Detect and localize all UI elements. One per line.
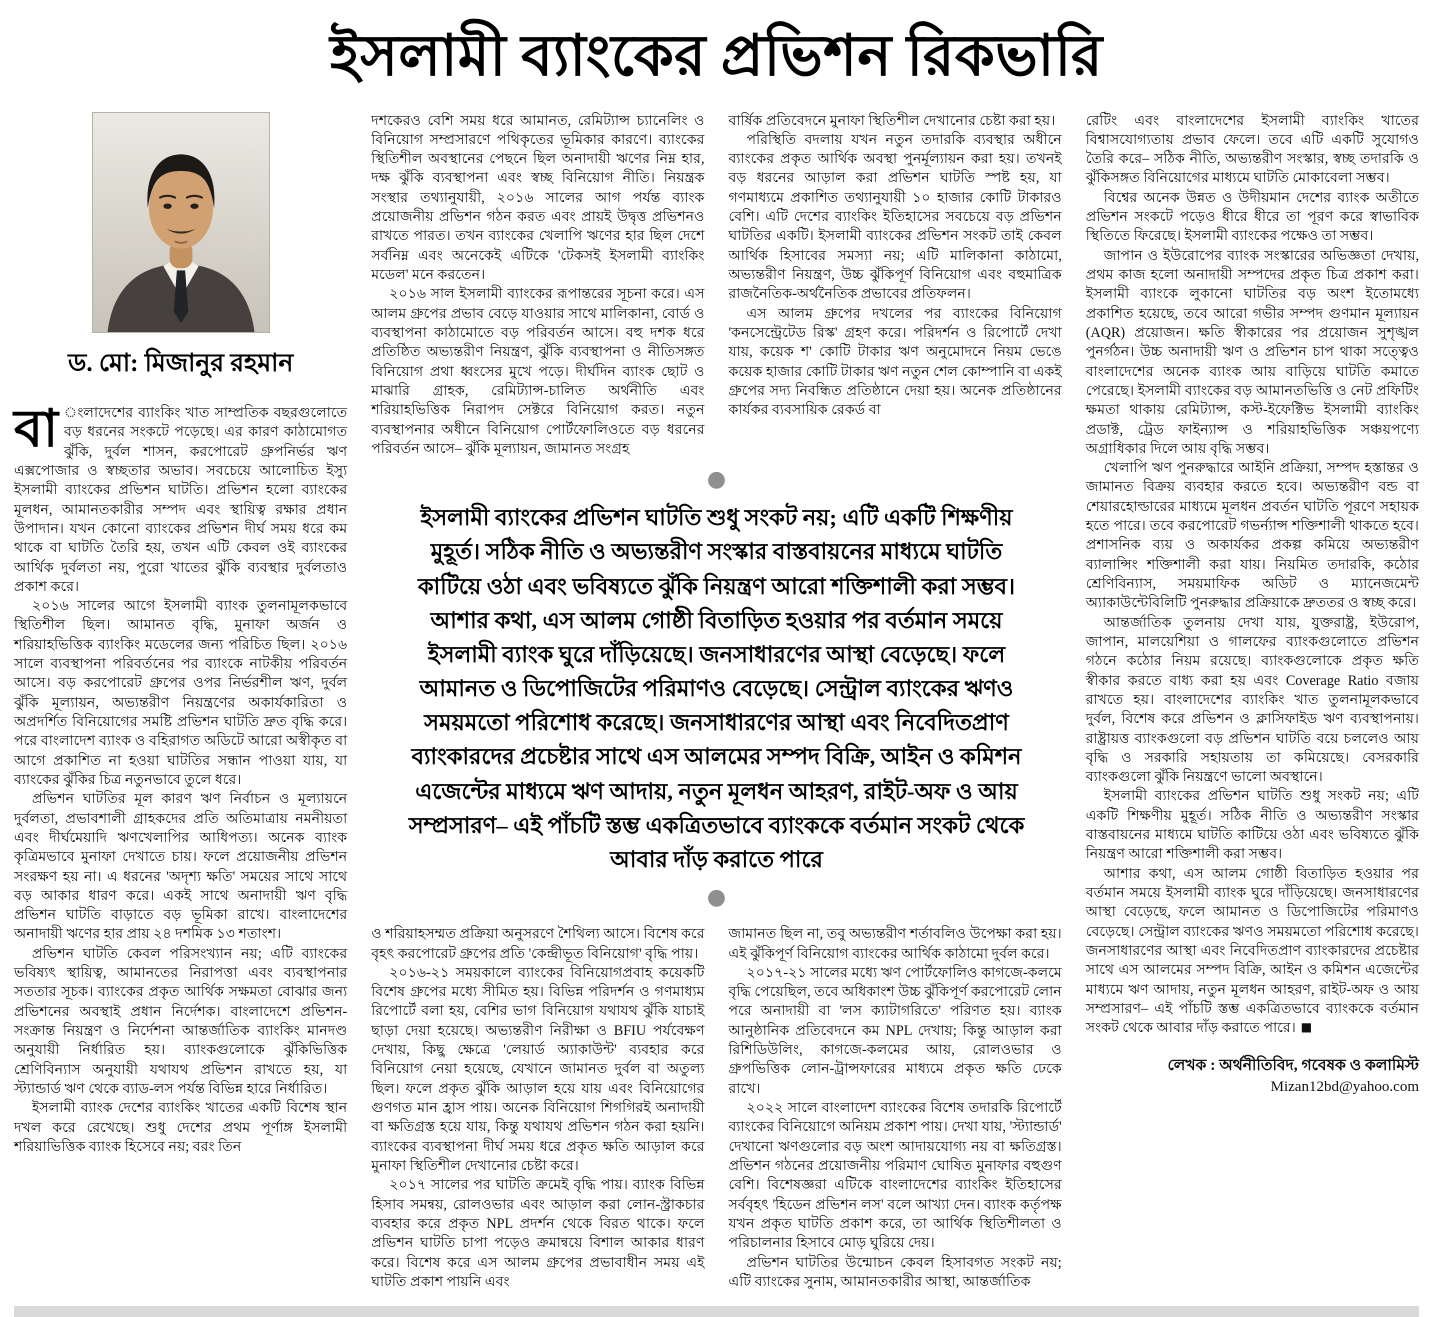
article-paragraph: ২০১৬ সাল ইসলামী ব্যাংকের রূপান্তরের সূচনা করে। এস আলম গ্রুপের প্রভাব বেড়ে যাওয়ার সাথে মালিকানা, বোর্ড ও ব্যবস্থাপনা কাঠামোতে বড় পরিবর্তন আসে। বহু দশক ধরে প্রতিষ্ঠিত অভ্যন্তরীণ নিয়ন্ত্রণ, ঝুঁকি ব্যবস্থাপনা ও নীতিসঙ্গত বিনিয়োগ প্রথা ধ্বংসের মুখে পড়ে। দীর্ঘদিন ব্যাংক ছোট ও মাঝারি গ্রাহক, রেমিট্যান্স-চালিত অর্থনীতি এবং শরিয়াহভিত্তিক নিরাপদ সেক্টরে বিনিয়োগ করত। নতুন ব্যবস্থাপনার অধীনে বিনিয়োগ পোর্টফোলিওতে বড় ধরনের পরিবর্তন আসে– ঝুঁকি মূল্যায়ন, জামানত সংগ্রহ [371,286,705,457]
column-4 [1086,112,1419,1096]
article-paragraph: প্রভিশন ঘাটতির উন্মোচন কেবল হিসাবগত সংকট নয়; এটি ব্যাংকের সুনাম, আমানতকারীর আস্থা, আন্তর্জাতিক [728,1254,1062,1290]
paragraph-text: আশার কথা, এস আলম গোষ্ঠী বিতাড়িত হওয়ার পর বর্তমান সময়ে ইসলামী ব্যাংক ঘুরে দাঁড়িয়েছে। জনসাধারণের আস্থা বেড়েছে, ফলে আমানত ও ডিপোজিটের পরিমাণও বেড়েছে। সেন্ট্রাল ব্যাংকের ঋণও সময়মতো পরিশোধ করেছে। জনসাধারণের আস্থা এবং নিবেদিতপ্রাণ ব্যাংকারদের প্রচেষ্টার সাথে এস আলমের সম্পদ বিক্রি, আইন ও কমিশন এজেন্টের মাধ্যমে ঋণ আদায়, নতুন মূলধন আহরণ, রাইট-অফ ও আয় সম্প্রসারণ– এই পাঁচটি স্তম্ভ একত্রিতভাবে ব্যাংককে বর্তমান সংকট থেকে আবার দাঁড় করাতে পারে। [1085,865,1419,1037]
end-of-article-icon: ■ [1300,1020,1313,1035]
article-paragraph: প্রভিশন ঘাটতির মূল কারণ ঋণ নির্বাচন ও মূল্যায়নে দুর্বলতা, প্রভাবশালী গ্রাহকদের প্রতি অতিমাত্রায় নমনীয়তা এবং দীর্ঘমেয়াদি ঋণখেলাপির আধিপত্য। অনেক ব্যাংক কৃত্রিমভাবে মুনাফা দেখাতে চায়। ফলে প্রয়োজনীয় প্রভিশন সংরক্ষণ হয় না। এ ধরনের 'অদৃশ্য ক্ষতি' সময়ের সাথে সাথে বড় আকার ধারণ করে। একই সাথে অনাদায়ী ঋণ বৃদ্ধি প্রভিশন ঘাটতি বাড়াতে বড় ভূমিকা রাখে। বাংলাদেশের অনাদায়ী ঋণের হার প্রায় ২৪ দশমিক ১৩ শতাংশ। [14,791,348,943]
article-paragraph: ও শরিয়াহসম্মত প্রক্রিয়া অনুসরণে শৈথিল্য আসে। বিশেষ করে বৃহৎ করপোরেট গ্রুপের প্রতি 'কেন্দ্রীভূত বিনিয়োগ' বৃদ্ধি পায়। [371,926,705,962]
article-paragraph: আন্তর্জাতিক তুলনায় দেখা যায়, যুক্তরাষ্ট্র, ইউরোপ, জাপান, মালয়েশিয়া ও গালফের ব্যাংকগুলোতে প্রভিশন গঠনে কঠোর নিয়ম রয়েছে। ব্যাংকগুলোকে প্রকৃত ক্ষতি স্বীকার করতে বাধ্য করা হয় এবং Coverage Ratio বজায় রাখতে হয়। বাংলাদেশের ব্যাংকিং খাত তুলনামূলকভাবে দুর্বল, বিশেষ করে প্রভিশন ও ক্লাসিফাইড ঋণ ব্যবস্থাপনায়। রাষ্ট্রায়ত্ত ব্যাংকগুলো বড় প্রভিশন ঘাটতি বয়ে চললেও আয় বৃদ্ধি ও সরকারি সহায়তায় তা কমিয়েছে। বেসরকারি ব্যাংকগুলো ঝুঁকি নিয়ন্ত্রণে ভালো অবস্থানে। [1085,614,1419,786]
article-paragraph: ২০১৬-২১ সময়কালে ব্যাংকের বিনিয়োগপ্রবাহ কয়েকটি বিশেষ গ্রুপের মধ্যে সীমিত হয়। বিভিন্ন পরিদর্শন ও গণমাধ্যম রিপোর্টে বলা হয়, বেশির ভাগ বিনিয়োগ যথাযথ ঝুঁকি যাচাই ছাড়া দেয়া হয়েছে। অভ্যন্তরীণ নিরীক্ষা ও BFIU পর্যবেক্ষণ দেখায়, কিছু ক্ষেত্রে 'লেয়ার্ড অ্যাকাউন্ট' ব্যবহার করে বিনিয়োগ নেয়া হয়েছে, যেখানে জামানত দুর্বল বা অতুল্য ছিল। ফলে প্রকৃত ঝুঁকি আড়াল হয়ে যায় এবং বিনিয়োগের গুণগত মান হ্রাস পায়। অনেক বিনিয়োগ শিগগিরই অনাদায়ী বা ক্ষতিগ্রস্ত হয়ে যায়, কিন্তু যথাযথ প্রভিশন গঠন করা হয়নি। ব্যাংকের ব্যবস্থাপনা দীর্ঘ সময় ধরে প্রকৃত ক্ষতি আড়াল করে মুনাফা স্থিতিশীল দেখানোর চেষ্টা করে। [371,964,705,1174]
author-email: Mizan12bd@yahoo.com [1270,1078,1419,1095]
pull-quote-section [371,459,1062,925]
pull-quote: ইসলামী ব্যাংকের প্রভিশন ঘাটতি শুধু সংকট নয়; এটি একটি শিক্ষণীয় মুহূর্ত। সঠিক নীতি ও অভ্যন্তরীণ সংস্কার বাস্তবায়নের মাধ্যমে ঘাটতি কাটিয়ে ওঠা এবং ভবিষ্যতে ঝুঁকি নিয়ন্ত্রণ আরো শক্তিশালী করা সম্ভব। আশার কথা, এস আলম গোষ্ঠী বিতাড়িত হওয়ার পর বর্তমান সময়ে ইসলামী ব্যাংক ঘুরে দাঁড়িয়েছে। জনসাধারণের আস্থা বেড়েছে। ফলে আমানত ও ডিপোজিটের পরিমাণও বেড়েছে। সেন্ট্রাল ব্যাংকের ঋণও সময়মতো পরিশোধ করেছে। জনসাধারণের আস্থা এবং নিবেদিতপ্রাণ ব্যাংকারদের প্রচেষ্টার সাথে এস আলমের সম্পদ বিক্রি, আইন ও কমিশন এজেন্টের মাধ্যমে ঋণ আদায়, নতুন মূলধন আহরণ, রাইট-অফ ও আয় সম্প্রসারণ– এই পাঁচটি স্তম্ভ একত্রিতভাবে ব্যাংককে বর্তমান সংকট থেকে আবার দাঁড় করাতে পারে [408,505,1025,873]
article-paragraph: ইসলামী ব্যাংকের প্রভিশন ঘাটতি শুধু সংকট নয়; এটি একটি শিক্ষণীয় মুহূর্ত। সঠিক নীতি ও অভ্যন্তরীণ সংস্কার বাস্তবায়নের মাধ্যমে ঘাটতি কাটিয়ে ওঠা এবং ভবিষ্যতে ঝুঁকি নিয়ন্ত্রণ আরো শক্তিশালী করা সম্ভব। [1085,788,1419,863]
article-paragraph: রেটিং এবং বাংলাদেশের ইসলামী ব্যাংকিং খাতের বিশ্বাসযোগ্যতায় প্রভাব ফেলে। তবে এটি একটি সুযোগও তৈরি করে– সঠিক নীতি, অভ্যন্তরীণ সংস্কার, স্বচ্ছ তদারকি ও ঝুঁকিসঙ্গত বিনিয়োগের মাধ্যমে ঘাটতি মোকাবেলা সম্ভব। [1085,112,1419,187]
article-paragraph: জাপান ও ইউরোপের ব্যাংক সংস্কারের অভিজ্ঞতা দেখায়, প্রথম কাজ হলো অনাদায়ী সম্পদের প্রকৃত চিত্র প্রকাশ করা। ইসলামী ব্যাংকে লুকানো ঘাটতির বড় অংশ ইতোমধ্যে প্রকাশিত হয়েছে, তবে আরো গভীর সম্পদ গুণমান মূল্যায়ন (AQR) প্রয়োজন। ক্ষতি স্বীকারের পর প্রয়োজন সুশৃঙ্খল পুনর্গঠন। উচ্চ অনাদায়ী ঋণ ও প্রভিশন চাপ থাকা সত্ত্বেও বাংলাদেশের অনেক ব্যাংক আয় বাড়িয়ে ঘাটতি কমাতে পেরেছে। ইসলামী ব্যাংকের বড় আমানতভিত্তি ও নেট প্রফিটিং ক্ষমতা থাকায় রেমিট্যান্স, কস্ট-ইফেক্টিভ ইসলামী ব্যাংকিং প্রডাক্ট, ট্রেড ফাইন্যান্স ও শরিয়াহভিত্তিক সঞ্চয়পণ্যে অগ্রাধিকার দিলে আয় বৃদ্ধি সম্ভব। [1085,247,1419,457]
divider-dot-icon: ● [706,885,727,911]
paragraph-text: ংলাদেশের ব্যাংকিং খাত সাম্প্রতিক বছরগুলোতে বড় ধরনের সংকটে পড়েছে। এর কারণ কাঠামোগত ঝুঁকি, দুর্বল শাসন, করপোরেট গ্রুপনির্ভর ঋণ এক্সপোজার ও স্বচ্ছতার অভাব। সবচেয়ে আলোচিত ইস্যু ইসলামী ব্যাংকের প্রভিশন ঘাটতি। প্রভিশন হলো ব্যাংকের মূলধন, আমানতকারীর সম্পদ এবং স্থায়িত্ব রক্ষার প্রধান উপাদান। যখন কোনো ব্যাংকের প্রভিশন দীর্ঘ সময় ধরে কম থাকে বা ঘাটতি তৈরি হয়, তখন এটি কেবল ওই ব্যাংকের আর্থিক দুর্বলতা নয়, পুরো খাতের ঝুঁকি ব্যবস্থার দুর্বলতাও প্রকাশ করে। [14,405,348,595]
article-paragraph: ২০১৭-২১ সালের মধ্যে ঋণ পোর্টফোলিও কাগজে-কলমে বৃদ্ধি পেয়েছিল, তবে অধিকাংশ উচ্চ ঝুঁকিপূর্ণ করপোরেট লোন পরে অনাদায়ী বা 'লস ক্যাটাগরিতে' পরিণত হয়। ব্যাংক আনুষ্ঠানিক প্রতিবেদনে কম NPL দেখায়; কিন্তু আড়াল করা রিশিডিউলিং, কাগজে-কলমের আয়, রোলওভার ও গ্রুপভিত্তিক লোন-ট্রান্সফারের মাধ্যমে প্রকৃত ক্ষতি ঢেকে রাখে। [728,964,1062,1097]
page-title: ইসলামী ব্যাংকের প্রভিশন রিকভারি [330,25,1103,88]
article-paragraph: প্রভিশন ঘাটতি কেবল পরিসংখ্যান নয়; এটি ব্যাংকের ভবিষ্যৎ স্থায়িত্ব, আমানতের নিরাপত্তা এবং ব্যবস্থাপনার সততার সূচক। ব্যাংকের প্রকৃত আর্থিক সক্ষমতা বোঝার জন্য প্রভিশনের অবস্থাই প্রধান নির্দেশক। বাংলাদেশে প্রভিশন-সংক্রান্ত নিয়ন্ত্রণ ও নির্দেশনা আন্তর্জাতিক ব্যাংকিং মানদণ্ড অনুযায়ী নির্ধারিত হয়। ব্যাংকগুলোকে ঝুঁকিভিত্তিক শ্রেণিবিন্যাস অনুযায়ী যথাযথ প্রভিশন রাখতে হয়, যা স্ট্যান্ডার্ড ঋণ থেকে ব্যাড-লস পর্যন্ত বিভিন্ন হারে নির্ধারিত। [14,945,348,1097]
article-paragraph: দশকেরও বেশি সময় ধরে আমানত, রেমিট্যান্স চ্যানেলিং ও বিনিয়োগ সম্প্রসারণে পথিকৃতের ভূমিকার কারণে। ব্যাংকের স্থিতিশীল অবস্থানের পেছনে ছিল অনাদায়ী ঋণের নিম্ন হার, দক্ষ ঝুঁকি ব্যবস্থাপনা এবং স্বচ্ছ বিনিয়োগ নীতি। নিয়ন্ত্রক সংস্থার তথ্যানুযায়ী, ২০১৬ সালের আগ পর্যন্ত ব্যাংক প্রয়োজনীয় প্রভিশন গঠন করত এবং প্রায়ই উদ্বৃত্ত প্রভিশনও রাখতে পারত। তখন ব্যাংকের খেলাপি ঋণের হার ছিল দেশে সর্বনিম্ন এবং অনেকেই এটিকে 'টেকসই ইসলামী ব্যাংকিং মডেল' মনে করতেন। [371,112,705,284]
portrait-icon [93,113,269,332]
article-paragraph: ইসলামী ব্যাংক দেশের ব্যাংকিং খাতের একটি বিশেষ স্থান দখল করে রেখেছে। শুধু দেশের প্রথম পূর্ণাঙ্গ ইসলামী শরিয়াভিত্তিক ব্যাংক হিসেবে নয়; বরং তিন [14,1100,348,1155]
article-paragraph [1086,865,1419,1039]
column-2-top [371,112,704,460]
article-paragraph: বার্ষিক প্রতিবেদনে মুনাফা স্থিতিশীল দেখানোর চেষ্টা করা হয়। [728,112,1056,129]
author-credit: লেখক : অর্থনীতিবিদ, গবেষক ও কলামিস্ট [1167,1056,1419,1074]
column-1 [14,112,347,1158]
page-edge [14,1306,1419,1317]
author-credit-block [1086,1053,1419,1096]
article-body [14,112,1419,1293]
article-paragraph: ২০১৭ সালের পর ঘাটতি ক্রমেই বৃদ্ধি পায়। ব্যাংক বিভিন্ন হিসাব সমন্বয়, রোলওভার এবং আড়াল করা লোন-স্ট্রাকচার ব্যবহার করে প্রকৃত NPL প্রদর্শন থেকে বিরত থাকে। ফলে প্রভিশন ঘাটতি চাপা পড়েও ক্রমান্বয়ে বিশাল আকার ধারণ করে। বিশেষ করে এস আলম গ্রুপের প্রভাবাধীন সময় এই ঘাটতি প্রকাশ পায়নি এবং [371,1177,705,1290]
article-paragraph: ২০২২ সালে বাংলাদেশ ব্যাংকের বিশেষ তদারকি রিপোর্টে ব্যাংকের বিনিয়োগে অনিয়ম প্রকাশ পায়। দেখা যায়, 'স্ট্যান্ডার্ড' দেখানো ঋণগুলোর বড় অংশ আদায়যোগ্য নয় বা ক্ষতিগ্রস্ত। প্রভিশন গঠনের প্রয়োজনীয় পরিমাণ ঘোষিত মুনাফার বহুগুণ বেশি। বিশেষজ্ঞরা এটিকে বাংলাদেশের ব্যাংকিং ইতিহাসের সর্ববৃহৎ 'হিডেন প্রভিশন লস' বলে আখ্যা দেন। ব্যাংক কর্তৃপক্ষ যখন প্রকৃত ঘাটতি প্রকাশ করে, তা আর্থিক স্থিতিশীলতা ও পরিচালনার হিসাবে মোড় ঘুরিয়ে দেয়। [728,1100,1062,1252]
column-3-bottom [729,925,1062,1292]
article-paragraph [14,401,348,597]
author-photo [92,112,270,333]
article-paragraph: বিশ্বের অনেক উন্নত ও উদীয়মান দেশের ব্যাংক অতীতে প্রভিশন সংকটে পড়েও ধীরে ধীরে তা পূরণ করে স্বাভাবিক স্থিতিতে ফিরেছে। ইসলামী ব্যাংকের পক্ষেও তা সম্ভব। [1085,189,1419,245]
article-paragraph: এস আলম গ্রুপের দখলের পর ব্যাংকের বিনিয়োগ 'কনসেন্ট্রেটেড রিস্ক' গ্রহণ করে। পরিদর্শন ও রিপোর্টে দেখা যায়, কয়েক শ' কোটি টাকার ঋণ অনুমোদনে নিয়ম ভেঙে কয়েক হাজার কোটি টাকার ঋণ নতুন শেল কোম্পানি বা একই গ্রুপের সদ্য নিবন্ধিত প্রতিষ্ঠানে দেয়া হয়। অনেক প্রতিষ্ঠানের কার্যকর ব্যবসায়িক রেকর্ড বা [728,305,1062,419]
column-2-bottom [371,925,704,1292]
article-paragraph: ২০১৬ সালের আগে ইসলামী ব্যাংক তুলনামূলকভাবে স্থিতিশীল ছিল। আমানত বৃদ্ধি, মুনাফা অর্জন ও শরিয়াহভিত্তিক ব্যাংকিং মডেলের জন্য পরিচিত ছিল। ২০১৬ সালে ব্যবস্থাপনা পরিবর্তনের পর ব্যাংকে নাটকীয় পরিবর্তন আসে। বড় করপোরেট গ্রুপের ওপর নির্ভরশীল ঋণ, দুর্বল ঝুঁকি মূল্যায়ন, অভ্যন্তরীণ নিয়ন্ত্রণের অকার্যকারিতা ও অপ্রদর্শিত বিনিয়োগের সমষ্টি প্রভিশন ঘাটতি দ্রুত বৃদ্ধি করে। পরে বাংলাদেশ ব্যাংক ও বহিরাগত অডিটে আরো অস্বীকৃত বা আগে প্রকাশিত না হওয়া ঘাটতির সন্ধান পাওয়া যায়, যা ব্যাংকের ঝুঁকির চিত্র নতুনভাবে তুলে ধরে। [14,598,348,788]
article-paragraph: পরিস্থিতি বদলায় যখন নতুন তদারকি ব্যবস্থার অধীনে ব্যাংকের প্রকৃত আর্থিক অবস্থা পুনর্মূল্যায়ন করা হয়। তখনই বড় ধরনের আড়াল করা প্রভিশন ঘাটতি স্পষ্ট হয়, যা গণমাধ্যমে প্রকাশিত তথ্যানুযায়ী ১০ হাজার কোটি টাকারও বেশি। এটি দেশের ব্যাংকিং ইতিহাসের সবচেয়ে বড় প্রভিশন ঘাটতির একটি। ইসলামী ব্যাংকের প্রভিশন সংকট তাই কেবল আর্থিক হিসাবের সমস্যা নয়; এটি মালিকানা কাঠামো, অভ্যন্তরীণ নিয়ন্ত্রণ, উচ্চ ঝুঁকিপূর্ণ বিনিয়োগ এবং বহুমাত্রিক রাজনৈতিক-অর্থনৈতিক প্রভাবের প্রতিফলন। [728,131,1062,303]
article-paragraph: খেলাপি ঋণ পুনরুদ্ধারে আইনি প্রক্রিয়া, সম্পদ হস্তান্তর ও জামানত বিক্রয় ব্যবহার করতে হবে। অভ্যন্তরীণ বন্ড বা শেয়ারহোল্ডারের মাধ্যমে মূলধন প্রবর্তন ঘাটতি পূরণে সহায়ক হতে পারে। তবে করপোরেট গভর্ন্যান্স শক্তিশালী থাকতে হবে। প্রশাসনিক ব্যয় ও অকার্যকর প্রকল্প কমিয়ে অভ্যন্তরীণ ব্যালান্সিং শক্তিশালী করা যায়। নিয়মিত তদারকি, কঠোর শ্রেণিবিন্যাস, সময়মাফিক অডিট ও ম্যানেজমেন্ট অ্যাকাউন্টেবিলিটি পুনরুদ্ধার প্রক্রিয়াকে দ্রুততর ও স্বচ্ছ করে। [1085,460,1419,612]
drop-cap: বা [14,401,59,459]
author-byline: ড. মো: মিজানুর রহমান [67,350,294,378]
column-3-top [729,112,1062,421]
divider-dot-icon: ● [706,467,727,493]
article-paragraph: জামানত ছিল না, তবু অভ্যন্তরীণ শর্তাবলিও উপেক্ষা করা হয়। এই ঝুঁকিপূর্ণ বিনিয়োগ ব্যাংকের আর্থিক কাঠামো দুর্বল করে। [728,926,1062,962]
